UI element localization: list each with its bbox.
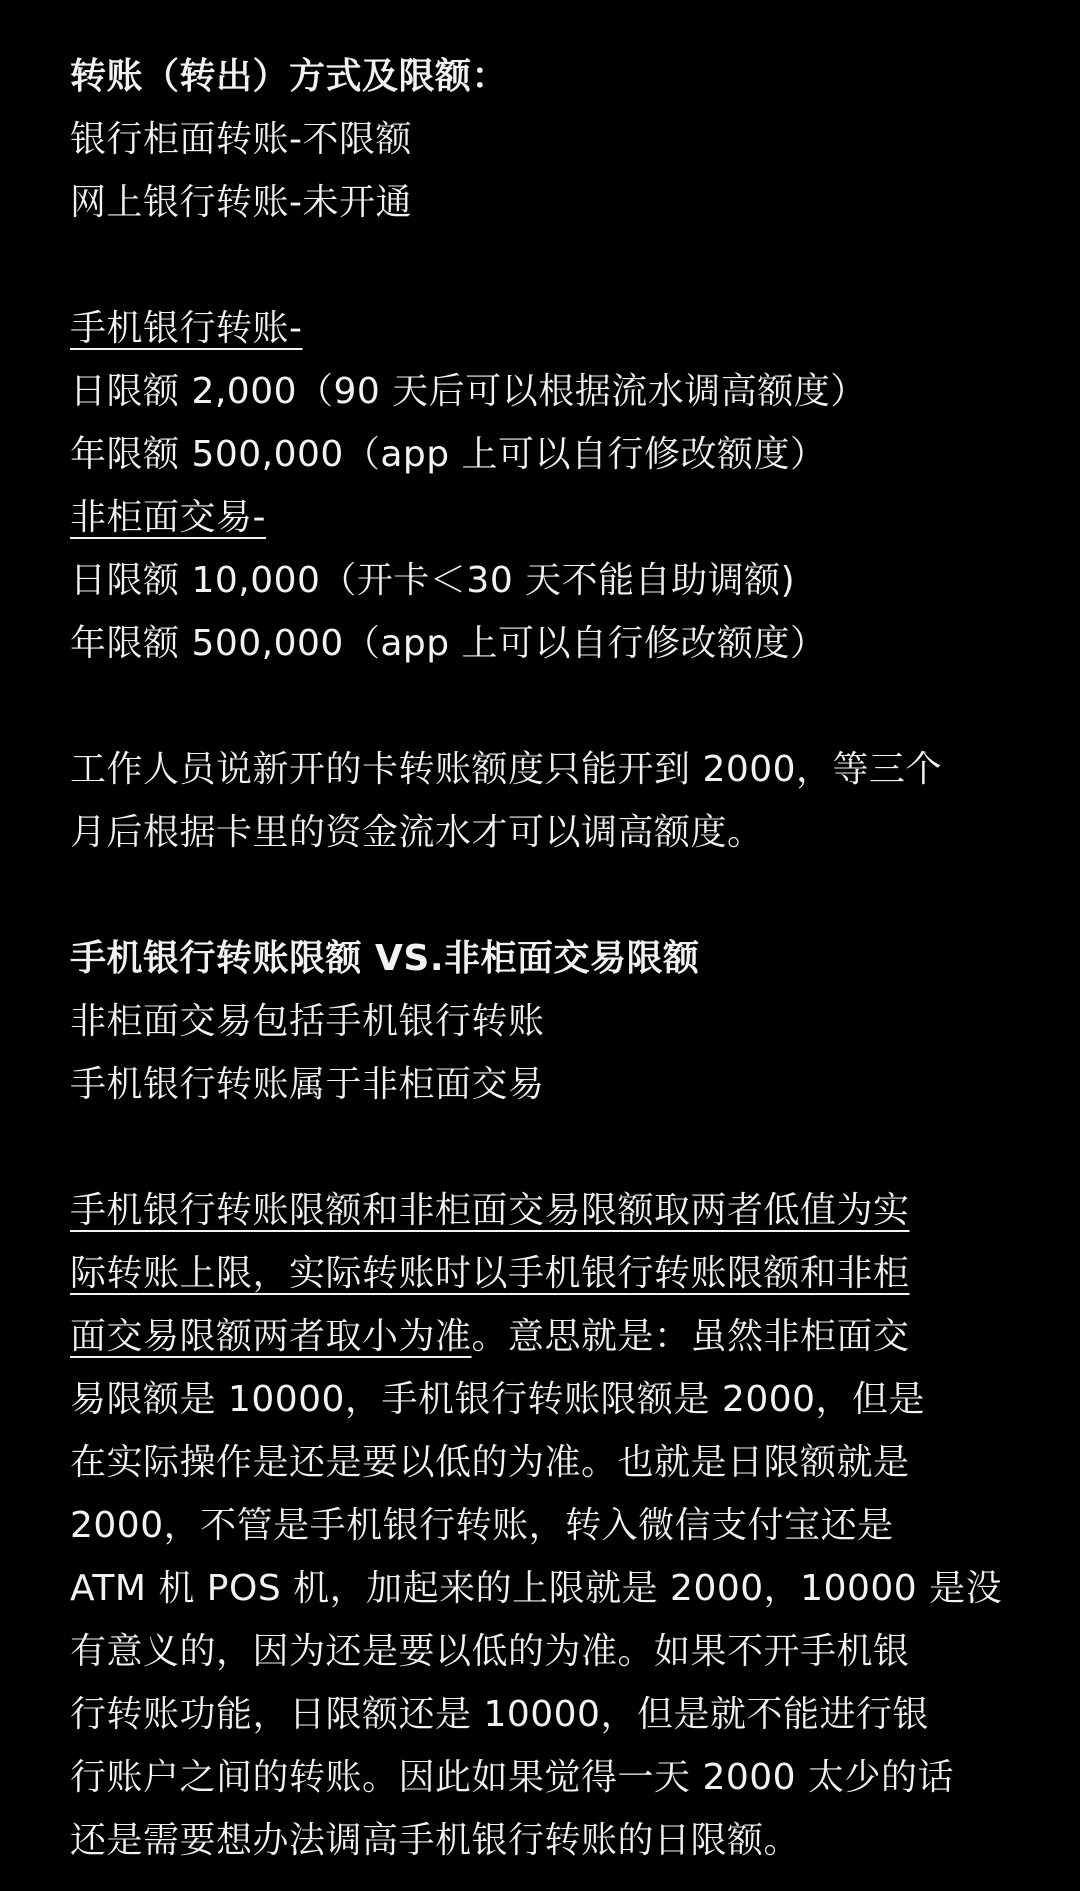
rule-line-7: ATM 机 POS 机，加起来的上限就是 2000，10000 是没 — [70, 1568, 1003, 1609]
comparison-line-1: 非柜面交易包括手机银行转账 — [70, 1001, 545, 1042]
non-counter-yearly-limit: 年限额 500,000（app 上可以自行修改额度） — [70, 623, 827, 664]
online-banking-line: 网上银行转账-未开通 — [70, 182, 412, 223]
rule-line-1 — [70, 1179, 1030, 1242]
rule-line-8: 有意义的，因为还是要以低的为准。如果不开手机银 — [70, 1631, 910, 1672]
rule-line-5: 在实际操作是还是要以低的为准。也就是日限额就是 — [70, 1442, 910, 1483]
rule-underlined-3: 面交易限额两者取小为准 — [70, 1316, 472, 1357]
comparison-heading: 手机银行转账限额 VS.非柜面交易限额 — [70, 938, 700, 979]
non-counter-daily-limit: 日限额 10,000（开卡＜30 天不能自助调额) — [70, 560, 796, 601]
transfer-methods-heading: 转账（转出）方式及限额： — [70, 56, 509, 97]
spacer — [70, 864, 1030, 927]
rule-rest-3: 。意思就是：虽然非柜面交 — [471, 1316, 910, 1357]
mobile-banking-heading — [70, 297, 1030, 360]
spacer — [70, 234, 1030, 297]
rule-line-4: 易限额是 10000，手机银行转账限额是 2000，但是 — [70, 1379, 926, 1420]
spacer — [70, 675, 1030, 738]
rule-line-6: 2000，不管是手机银行转账，转入微信支付宝还是 — [70, 1505, 894, 1546]
staff-note-line-1: 工作人员说新开的卡转账额度只能开到 2000，等三个 — [70, 749, 943, 790]
rule-line-3 — [70, 1305, 1030, 1368]
non-counter-heading — [70, 486, 1030, 549]
rule-line-2 — [70, 1242, 1030, 1305]
staff-note-line-2: 月后根据卡里的资金流水才可以调高额度。 — [70, 812, 764, 853]
rule-underlined-2: 际转账上限，实际转账时以手机银行转账限额和非柜 — [70, 1253, 910, 1294]
mobile-yearly-limit: 年限额 500,000（app 上可以自行修改额度） — [70, 434, 827, 475]
mobile-banking-heading-text: 手机银行转账- — [70, 308, 303, 349]
spacer — [70, 1116, 1030, 1179]
document-body — [70, 45, 1030, 1872]
rule-line-11: 还是需要想办法调高手机银行转账的日限额。 — [70, 1820, 801, 1861]
comparison-line-2: 手机银行转账属于非柜面交易 — [70, 1064, 545, 1105]
non-counter-heading-text: 非柜面交易- — [70, 497, 266, 538]
rule-line-9: 行转账功能，日限额还是 10000，但是就不能进行银 — [70, 1694, 929, 1735]
rule-underlined-1: 手机银行转账限额和非柜面交易限额取两者低值为实 — [70, 1190, 910, 1231]
counter-transfer-line: 银行柜面转账-不限额 — [70, 119, 412, 160]
rule-line-10: 行账户之间的转账。因此如果觉得一天 2000 太少的话 — [70, 1757, 955, 1798]
mobile-daily-limit: 日限额 2,000（90 天后可以根据流水调高额度） — [70, 371, 867, 412]
